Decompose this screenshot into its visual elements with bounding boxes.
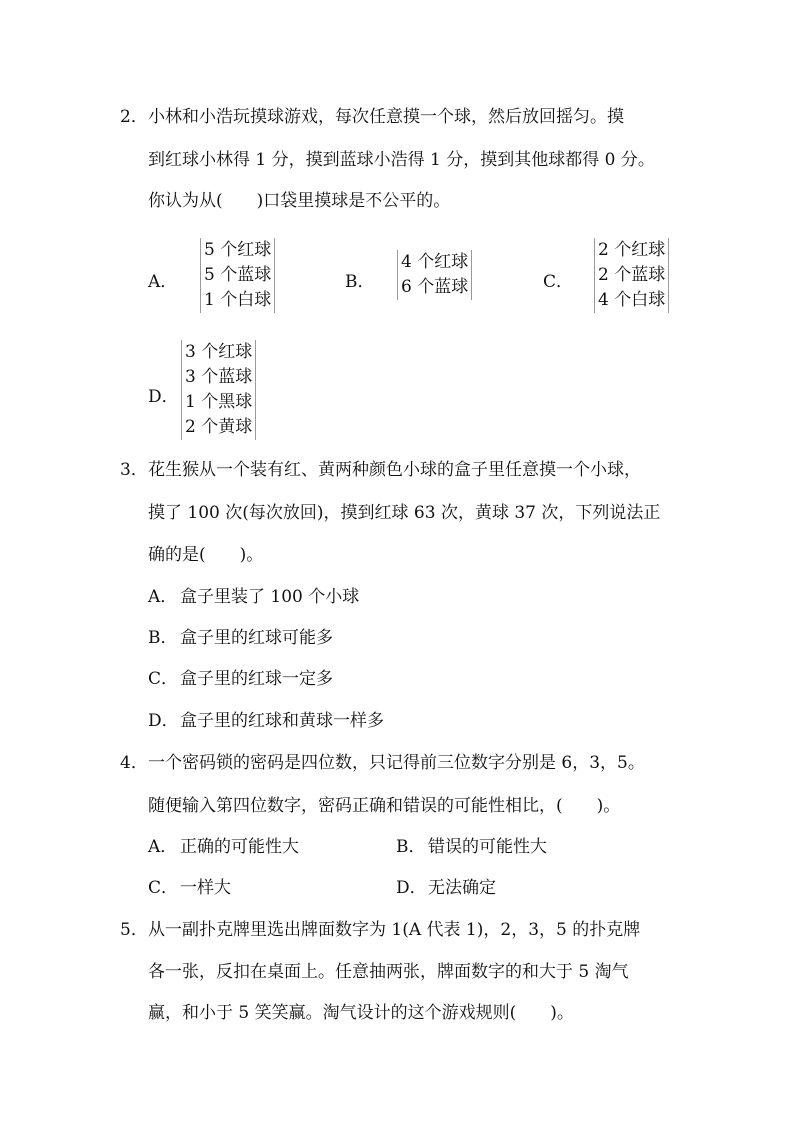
- q3-line-1: 花生猴从一个装有红、黄两种颜色小球的盒子里任意摸一个小球，: [148, 460, 641, 480]
- q2-option-c-item: 2 个蓝球: [598, 265, 666, 285]
- q3-option-c-label: C．: [148, 669, 179, 689]
- q4-line-2: 随便输入第四位数字，密码正确和错误的可能性相比，( )。: [148, 796, 621, 816]
- q3-option-d-label: D．: [148, 711, 179, 731]
- q4-option-c[interactable]: 一样大: [180, 878, 231, 898]
- q2-option-d-bag[interactable]: [181, 340, 256, 440]
- q5-number: 5．: [120, 920, 148, 940]
- q5-line-2: 各一张，反扣在桌面上。任意抽两张，牌面数字的和大于 5 淘气: [148, 962, 629, 982]
- q3-option-a[interactable]: 盒子里装了 100 个小球: [180, 587, 360, 607]
- q5-line-3: 赢，和小于 5 笑笑赢。淘气设计的这个游戏规则( )。: [148, 1003, 574, 1023]
- q2-option-a-item: 5 个蓝球: [204, 265, 272, 285]
- q2-option-d-item: 3 个红球: [185, 342, 253, 362]
- q2-option-d-label: D．: [148, 387, 179, 407]
- q2-option-b-label: B．: [345, 272, 375, 292]
- q4-option-a-label: A．: [148, 837, 178, 857]
- q3-option-a-label: A．: [148, 587, 178, 607]
- q2-option-b-bag[interactable]: [397, 250, 472, 300]
- q2-option-d-item: 1 个黑球: [185, 392, 253, 412]
- q4-line-1: 一个密码锁的密码是四位数，只记得前三位数字分别是 6，3，5。: [148, 753, 645, 773]
- q2-option-c-item: 4 个白球: [598, 290, 666, 310]
- q2-option-a-item: 1 个白球: [204, 290, 272, 310]
- q3-option-b-label: B．: [148, 628, 178, 648]
- q4-option-d-label: D．: [396, 878, 427, 898]
- q2-option-b-item: 6 个蓝球: [401, 277, 469, 297]
- q4-option-b-label: B．: [396, 837, 426, 857]
- q2-option-c-label: C．: [543, 272, 574, 292]
- q3-number: 3．: [120, 460, 148, 480]
- q4-option-c-label: C．: [148, 878, 179, 898]
- q2-option-c-bag[interactable]: [594, 238, 669, 313]
- q3-option-b[interactable]: 盒子里的红球可能多: [180, 628, 333, 648]
- q2-number: 2．: [120, 107, 148, 127]
- q3-option-d[interactable]: 盒子里的红球和黄球一样多: [180, 711, 384, 731]
- q3-line-2: 摸了 100 次(每次放回)，摸到红球 63 次，黄球 37 次，下列说法正: [148, 503, 661, 523]
- q2-option-d-item: 3 个蓝球: [185, 367, 253, 387]
- q2-option-d-item: 2 个黄球: [185, 417, 253, 437]
- q4-option-b[interactable]: 错误的可能性大: [428, 837, 547, 857]
- q4-option-a[interactable]: 正确的可能性大: [180, 837, 299, 857]
- q2-option-a-label: A．: [148, 272, 178, 292]
- q2-option-b-item: 4 个红球: [401, 252, 469, 272]
- q2-line-3: 你认为从( )口袋里摸球是不公平的。: [148, 191, 451, 211]
- q3-option-c[interactable]: 盒子里的红球一定多: [180, 669, 333, 689]
- q2-option-a-bag[interactable]: [200, 238, 275, 313]
- q2-option-a-item: 5 个红球: [204, 240, 272, 260]
- q4-number: 4．: [120, 753, 148, 773]
- q2-option-c-item: 2 个红球: [598, 240, 666, 260]
- q5-line-1: 从一副扑克牌里选出牌面数字为 1(A 代表 1)，2，3，5 的扑克牌: [148, 920, 641, 940]
- q2-line-2: 到红球小林得 1 分，摸到蓝球小浩得 1 分，摸到其他球都得 0 分。: [148, 150, 655, 170]
- q2-line-1: 小林和小浩玩摸球游戏，每次任意摸一个球，然后放回摇匀。摸: [148, 107, 624, 127]
- q4-option-d[interactable]: 无法确定: [428, 878, 496, 898]
- q3-line-3: 确的是( )。: [148, 545, 264, 565]
